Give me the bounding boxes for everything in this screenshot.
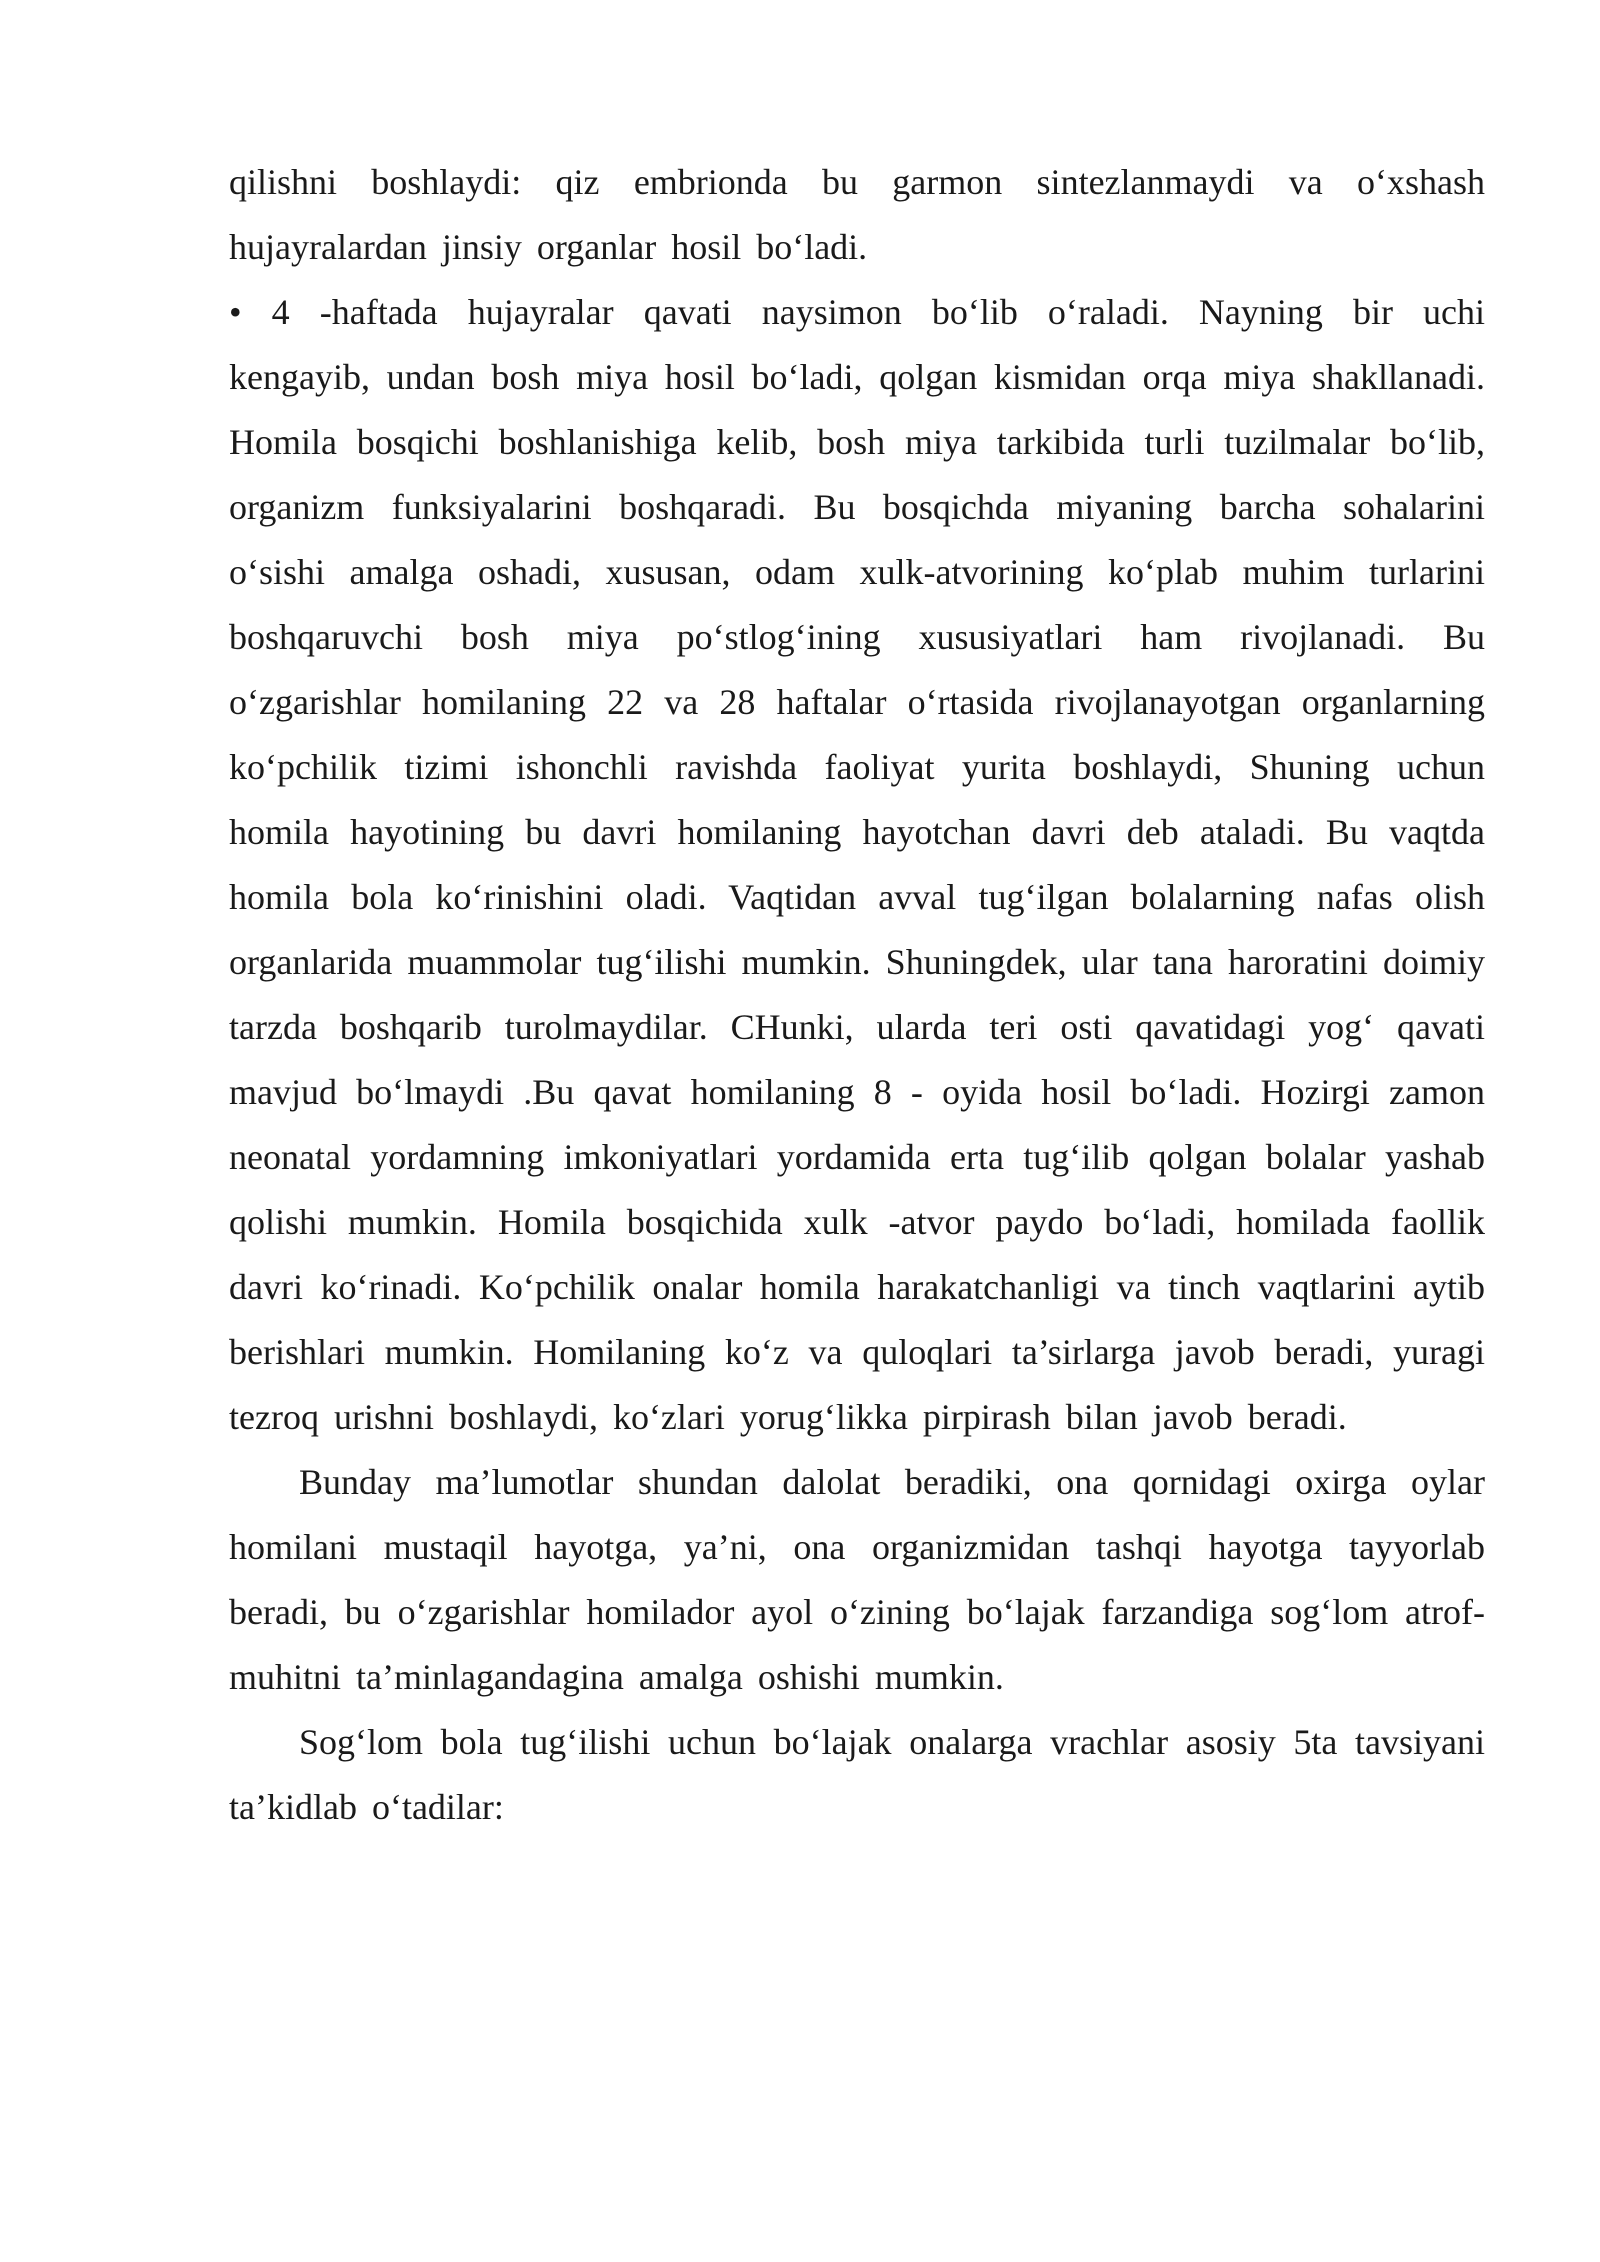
paragraph-bullet-4-week: • 4 -haftada hujayralar qavati naysimon bo‘lib o‘raladi. Nayning bir uchi kengayib, undan bosh miya hosil bo‘ladi, qolgan kismidan orqa miya shakllanadi. Homila bosqichi boshlanishiga kelib, bosh miya tarkibida turli tuzilmalar bo‘lib, organizm funksiyalarini boshqaradi. Bu bosqichda miyaning barcha sohalarini o‘sishi amalga oshadi, xususan, odam xulk-atvorining ko‘plab muhim turlarini boshqaruvchi bosh miya po‘stlog‘ining xususiyatlari ham rivojlanadi. Bu o‘zgarishlar homilaning 22 va 28 haftalar o‘rtasida rivojlanayotgan organlarning ko‘pchilik tizimi ishonchli ravishda faoliyat yurita boshlaydi, Shuning uchun homila hayotining bu davri homilaning hayotchan davri deb ataladi. Bu vaqtda homila bola ko‘rinishini oladi. Vaqtidan avval tug‘ilgan bolalarning nafas olish organlarida muammolar tug‘ilishi mumkin. Shuningdek, ular tana haroratini doimiy tarzda boshqarib turolmaydilar. CHunki, ularda teri osti qavatidagi yog‘ qavati mavjud bo‘lmaydi .Bu qavat homilaning 8 - oyida hosil bo‘ladi. Hozirgi zamon neonatal yordamning imkoniyatlari yordamida erta tug‘ilib qolgan bolalar yashab qolishi mumkin. Homila bosqichida xulk -atvor paydo bo‘ladi, homilada faollik davri ko‘rinadi. Ko‘pchilik onalar homila harakatchanligi va tinch vaqtlarini aytib berishlari mumkin. Homilaning ko‘z va quloqlari ta’sirlarga javob beradi, yuragi tezroq urishni boshlaydi, ko‘zlari yorug‘likka pirpirash bilan javob beradi. xyxy=(229,292,1485,1437)
paragraph-recommendations-intro: Sog‘lom bola tug‘ilishi uchun bo‘lajak onalarga vrachlar asosiy 5ta tavsiyani ta’kidlab o‘tadilar: xyxy=(229,1722,1485,1827)
paragraph-conclusion: Bunday ma’lumotlar shundan dalolat beradiki, ona qornidagi oxirga oylar homilani mustaqil hayotga, ya’ni, ona organizmidan tashqi hayotga tayyorlab beradi, bu o‘zgarishlar homilador ayol o‘zining bo‘lajak farzandiga sog‘lom atrof-muhitni ta’minlagandagina amalga oshishi mumkin. xyxy=(229,1462,1485,1697)
document-body xyxy=(229,150,1485,1840)
paragraph-continuation: qilishni boshlaydi: qiz embrionda bu garmon sintezlanmaydi va o‘xshash hujayralardan jinsiy organlar hosil bo‘ladi. xyxy=(229,162,1485,267)
